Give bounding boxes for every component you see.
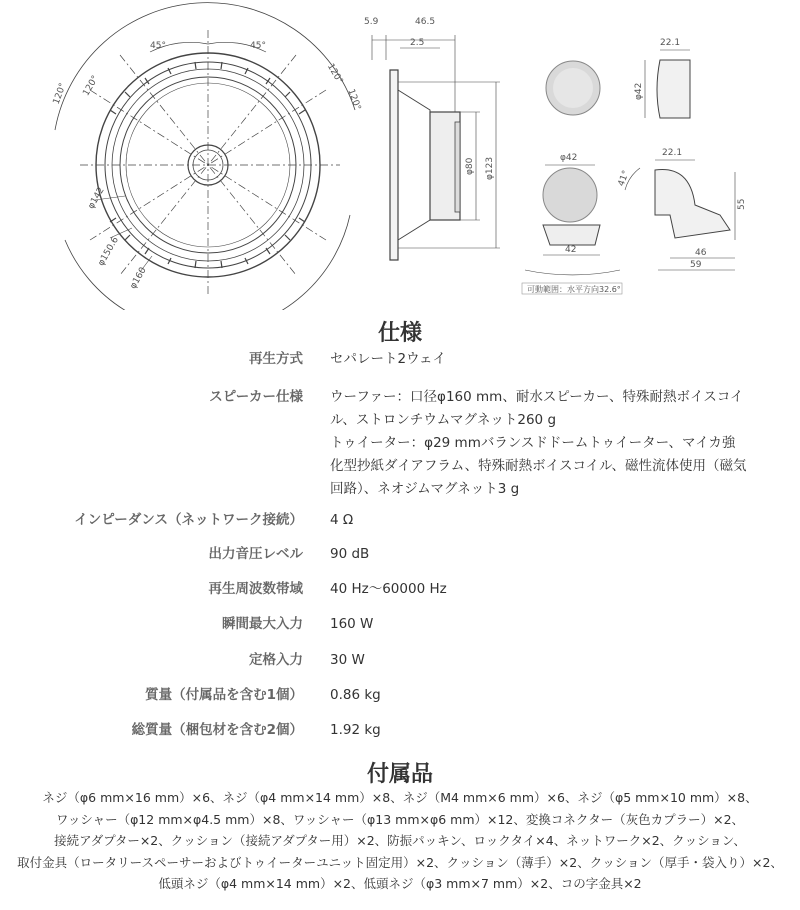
spec-label: 質量（付属品を含む1個）	[145, 687, 303, 703]
dimension-drawing	[0, 0, 800, 310]
dimension-label: 22.1	[660, 38, 681, 48]
woofer-side-view	[372, 35, 500, 260]
accessories-line: 接続アダプター×2、クッション（接続アダプター用）×2、防振パッキン、ロックタイ×4、ネットワーク×2、クッション、	[54, 833, 746, 849]
dimension-label: 42	[565, 245, 577, 255]
accessories-title: 付属品	[366, 762, 433, 787]
dimension-drawing-svg	[0, 0, 800, 310]
diameter-label: φ142	[86, 185, 107, 211]
angle-label: 120°	[81, 74, 101, 98]
spec-label: スピーカー仕様	[209, 389, 303, 405]
woofer-diameter-labels	[86, 186, 148, 291]
spec-label: 再生周波数帯域	[208, 581, 303, 597]
spec-value-line: 回路）、ネオジムマグネット3 g	[330, 481, 520, 497]
spec-label: インピーダンス（ネットワーク接続）	[74, 512, 303, 528]
dimension-label: φ42	[560, 153, 578, 163]
spec-value: 30 W	[330, 652, 365, 668]
accessories-line: 取付金具（ロータリースペーサーおよびトゥイーターユニット固定用）×2、クッション（薄手）×2、クッション（厚手・袋入り）×2、	[17, 854, 783, 870]
dimension-label: φ80	[465, 157, 475, 175]
dimension-label: 46	[695, 248, 707, 258]
dimension-label: 22.1	[662, 148, 683, 158]
spec-label: 再生方式	[249, 351, 303, 367]
spec-value: 4 Ω	[330, 512, 354, 528]
spec-value-line: トゥイーター：φ29 mmバランスドドームトゥイーター、マイカ強	[330, 435, 736, 451]
accessories-line: ワッシャー（φ12 mm×φ4.5 mm）×8、ワッシャー（φ13 mm×φ6 mm）×12、変換コネクター（灰色カプラー）×2、	[55, 811, 745, 827]
spec-value-line: ウーファー：口径φ160 mm、耐水スピーカー、特殊耐熱ボイスコイ	[330, 389, 744, 405]
spec-label: 瞬間最大入力	[222, 616, 303, 632]
spec-value-line: 化型抄紙ダイアフラム、特殊耐熱ボイスコイル、磁性流体使用（磁気	[330, 458, 747, 474]
dimension-label: 41°	[616, 169, 632, 188]
spec-label: 定格入力	[249, 652, 303, 668]
angle-label: 45°	[250, 41, 266, 51]
spec-value-multiline	[330, 386, 790, 501]
dimension-label: φ42	[634, 82, 644, 100]
spec-value: 0.86 kg	[330, 687, 381, 703]
dimension-label: 5.9	[364, 17, 379, 27]
angle-label: 120°	[51, 81, 69, 106]
accessories-line: 低頭ネジ（φ4 mm×14 mm）×2、低頭ネジ（φ3 mm×7 mm）×2、コの字金具×2	[158, 876, 642, 892]
dimension-label: 2.5	[410, 38, 425, 48]
spec-value: 160 W	[330, 616, 374, 632]
dimension-label: 59	[690, 260, 702, 270]
accessories-line: ネジ（φ6 mm×16 mm）×6、ネジ（φ4 mm×14 mm）×8、ネジ（M4 mm×6 mm）×6、ネジ（φ5 mm×10 mm）×8、	[42, 790, 758, 805]
diameter-label: φ160	[128, 265, 149, 291]
angle-label: 120°	[345, 87, 363, 112]
woofer-angle-labels	[52, 41, 363, 112]
spec-value: 90 dB	[330, 546, 370, 562]
accessories-list	[0, 787, 800, 895]
dimension-label: 46.5	[415, 17, 436, 27]
spec-value: セパレート2ウェイ	[330, 351, 447, 367]
spec-label: 出力音圧レベル	[208, 546, 303, 562]
dimension-label: φ123	[485, 156, 495, 180]
angle-label: 45°	[150, 41, 166, 51]
diameter-label: φ150.6	[96, 235, 121, 268]
spec-label: 総質量（梱包材を含む2個）	[131, 722, 303, 738]
spec-value: 1.92 kg	[330, 722, 381, 738]
spec-value: 40 Hz〜60000 Hz	[330, 581, 447, 597]
angle-label: 120°	[324, 62, 345, 86]
spec-value-line: ル、ストロンチウムマグネット260 g	[330, 412, 557, 428]
specs-title: 仕様	[377, 321, 422, 346]
dimension-label: 55	[737, 198, 747, 210]
range-note: 可動範囲：水平方向32.6°	[527, 285, 621, 294]
